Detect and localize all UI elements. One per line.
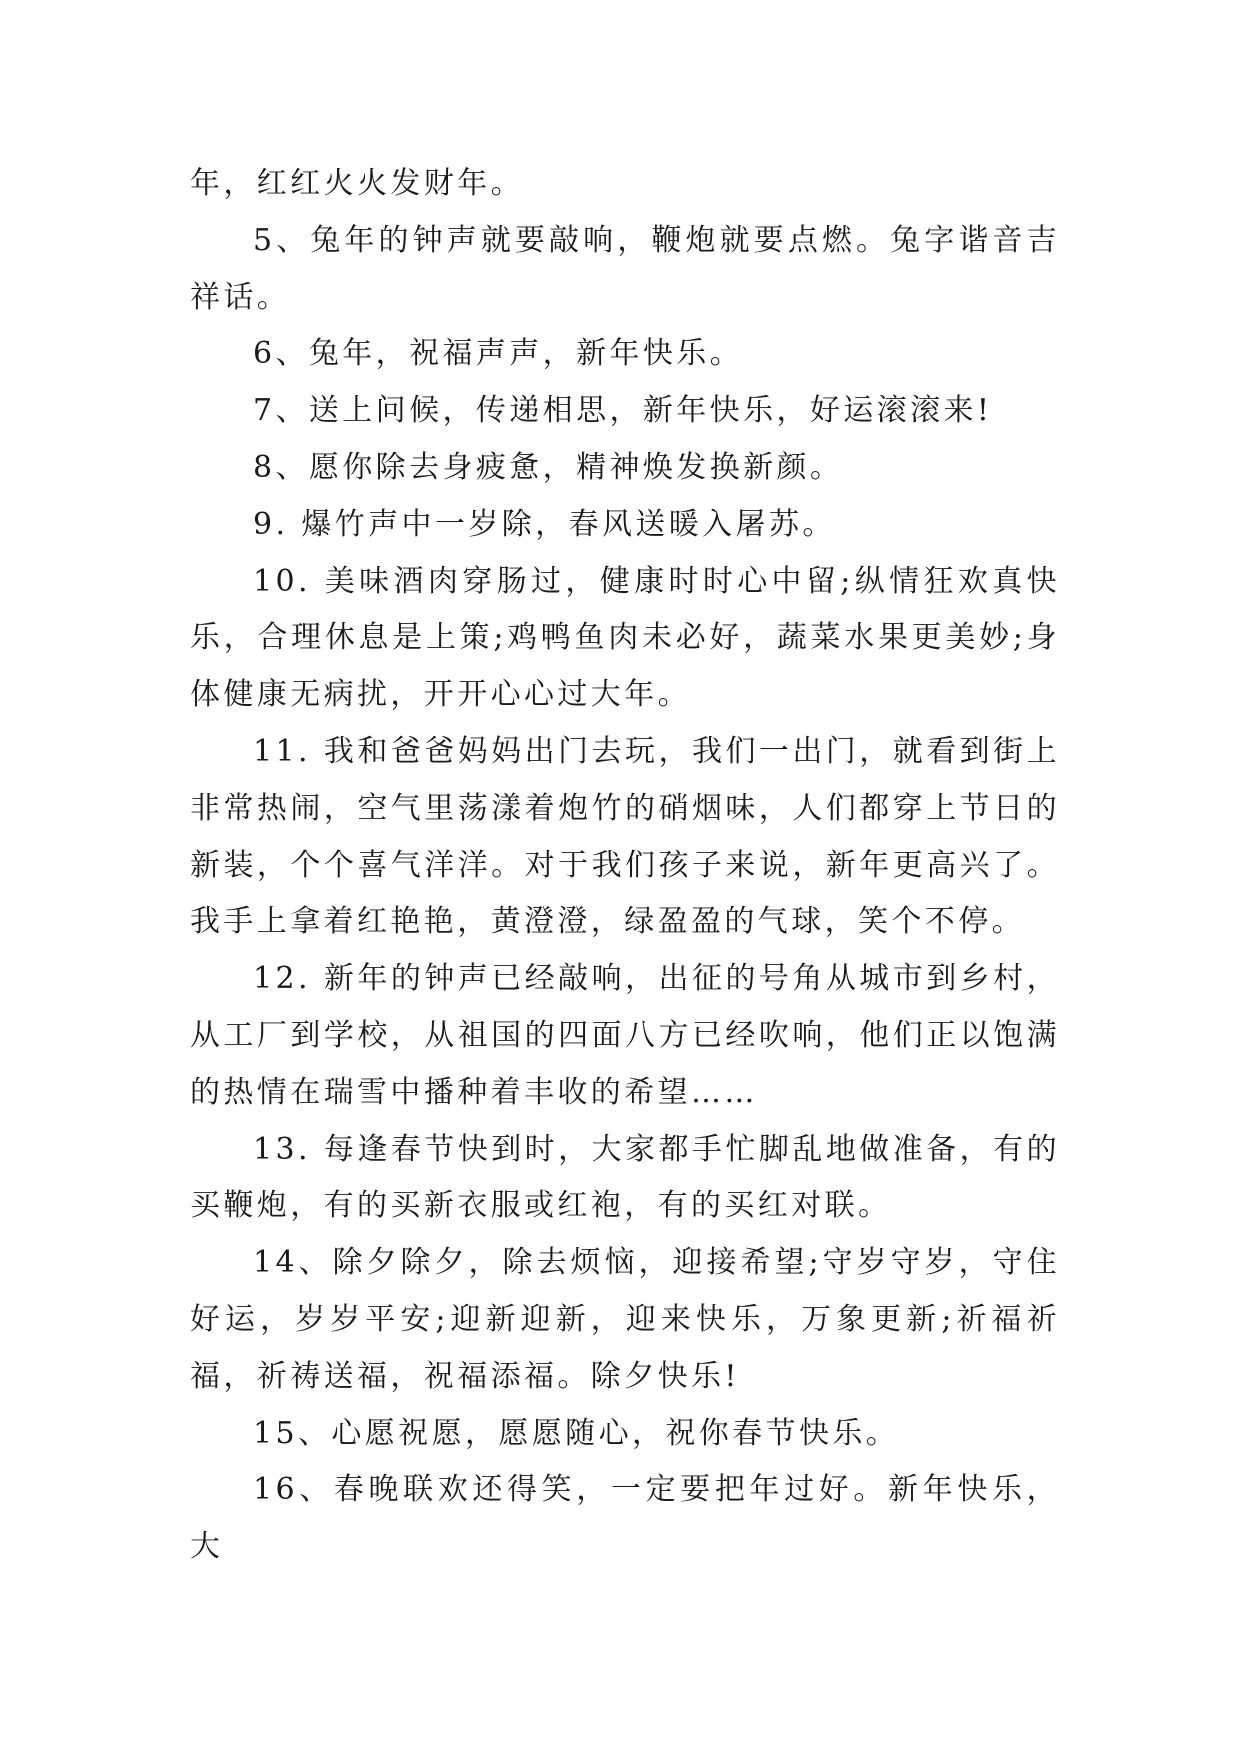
paragraph-item-8: 8、愿你除去身疲惫，精神焕发换新颜。 — [253, 449, 844, 485]
paragraph-item-12: 12. 新年的钟声已经敲响，出征的号角从城市到乡村，从工厂到学校，从祖国的四面八方已经吹响，他们正以饱满的热情在瑞雪中播种着丰收的希望…… — [190, 961, 1060, 1110]
paragraph-item-16: 16、春晚联欢还得笑，一定要把年过好。新年快乐，大 — [190, 1472, 1060, 1565]
paragraph-item-15: 15、心愿祝愿，愿愿随心，祝你春节快乐。 — [253, 1415, 900, 1451]
paragraph-continued: 年，红红火火发财年。 — [190, 166, 524, 201]
paragraph-item-14: 14、除夕除夕，除去烦恼，迎接希望;守岁守岁，守住好运，岁岁平安;迎新迎新，迎来快乐，万象更新;祈福祈福，祈祷送福，祝福添福。除夕快乐! — [190, 1245, 1060, 1394]
paragraph-item-7: 7、送上问候，传递相思，新年快乐，好运滚滚来! — [253, 393, 993, 429]
paragraph-item-11: 11. 我和爸爸妈妈出门去玩，我们一出门，就看到街上非常热闹，空气里荡漾着炮竹的硝烟味，人们都穿上节日的新装，个个喜气洋洋。对于我们孩子来说，新年更高兴了。我手上拿着红艳艳，黄澄澄，绿盈盈的气球，笑个不停。 — [190, 733, 1060, 940]
paragraph-item-9: 9. 爆竹声中一岁除，春风送暖入屠苏。 — [253, 506, 836, 542]
paragraph-item-5: 5、兔年的钟声就要敲响，鞭炮就要点燃。兔字谐音吉祥话。 — [190, 222, 1060, 315]
document-body — [190, 156, 1060, 1576]
paragraph-item-6: 6、兔年，祝福声声，新年快乐。 — [253, 336, 744, 372]
paragraph-item-13: 13. 每逢春节快到时，大家都手忙脚乱地做准备，有的买鞭炮，有的买新衣服或红袍，有的买红对联。 — [190, 1131, 1060, 1224]
paragraph-item-10: 10. 美味酒肉穿肠过，健康时时心中留;纵情狂欢真快乐，合理休息是上策;鸡鸭鱼肉未必好，蔬菜水果更美妙;身体健康无病扰，开开心心过大年。 — [190, 563, 1060, 713]
